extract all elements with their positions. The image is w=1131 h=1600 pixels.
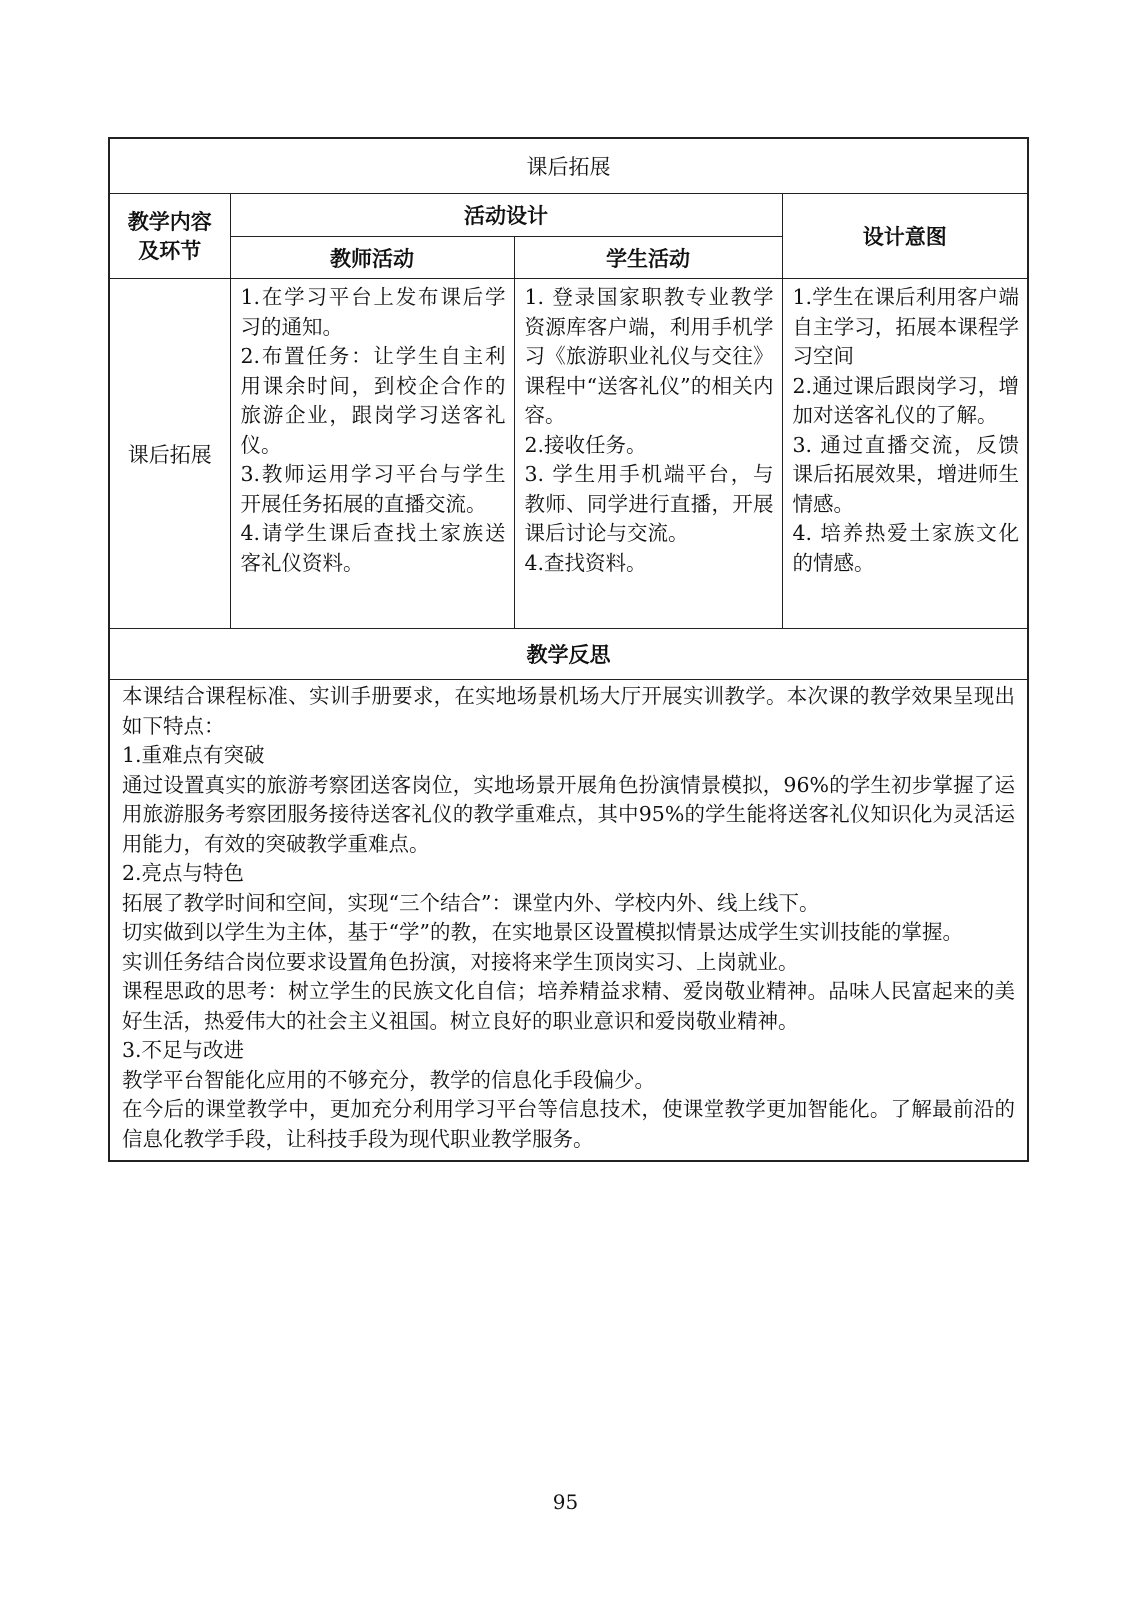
student-activity-cell (514, 279, 782, 629)
reflection-paragraph: 拓展了教学时间和空间，实现“三个结合”：课堂内外、学校内外、线上线下。 (122, 890, 820, 915)
reflection-paragraph: 切实做到以学生为主体，基于“学”的教，在实地景区设置模拟情景达成学生实训技能的掌握。 (122, 920, 963, 944)
student-line: 1. 登录国家职教专业教学资源库客户端，利用手机学习《旅游职业礼仪与交往》课程中“送客礼仪”的相关内容。 (524, 285, 774, 427)
reflection-heading: 2.亮点与特色 (122, 861, 245, 885)
teacher-line: 1.在学习平台上发布课后学习的通知。 (240, 285, 506, 339)
student-line: 2.接收任务。 (524, 432, 647, 457)
table-title: 课后拓展 (109, 138, 1028, 194)
teacher-line: 2.布置任务：让学生自主利用课余时间，到校企合作的旅游企业，跟岗学习送客礼仪。 (240, 344, 506, 457)
reflection-title: 教学反思 (109, 629, 1028, 680)
reflection-paragraph: 教学平台智能化应用的不够充分，教学的信息化手段偏少。 (122, 1067, 655, 1092)
page-number: 95 (552, 1490, 579, 1514)
reflection-paragraph: 实训任务结合岗位要求设置角色扮演，对接将来学生顶岗实习、上岗就业。 (122, 949, 799, 974)
reflection-heading: 1.重难点有突破 (122, 743, 265, 767)
reflection-paragraph: 课程思政的思考：树立学生的民族文化自信；培养精益求精、爱岗敬业精神。品味人民富起来的美好生活，热爱伟大的社会主义祖国。树立良好的职业意识和爱岗敬业精神。 (122, 979, 1015, 1033)
header-design-intent: 设计意图 (782, 194, 1028, 279)
intent-line: 3. 通过直播交流，反馈课后拓展效果，增进师生情感。 (792, 432, 1019, 516)
teacher-activity-cell (230, 279, 514, 629)
teacher-line: 3.教师运用学习平台与学生开展任务拓展的直播交流。 (240, 462, 506, 516)
header-student-activity: 学生活动 (514, 237, 782, 279)
reflection-paragraph: 在今后的课堂教学中，更加充分利用学习平台等信息技术，使课堂教学更加智能化。了解最前沿的信息化教学手段，让科技手段为现代职业教学服务。 (122, 1097, 1015, 1151)
lesson-plan-table (108, 137, 1029, 1162)
header-activity-design: 活动设计 (230, 194, 782, 237)
stage-cell: 课后拓展 (109, 279, 230, 629)
intent-line: 2.通过课后跟岗学习，增加对送客礼仪的了解。 (792, 373, 1019, 427)
reflection-paragraph: 通过设置真实的旅游考察团送客岗位，实地场景开展角色扮演情景模拟，96%的学生初步掌握了运用旅游服务考察团服务接待送客礼仪的教学重难点，其中95%的学生能将送客礼仪知识化为灵活运用能力，有效的突破教学重难点。 (122, 772, 1015, 856)
header-teacher-activity: 教师活动 (230, 237, 514, 279)
design-intent-cell (782, 279, 1028, 629)
student-line: 3. 学生用手机端平台，与教师、同学进行直播，开展课后讨论与交流。 (524, 462, 774, 545)
reflection-paragraph: 本课结合课程标准、实训手册要求，在实地场景机场大厅开展实训教学。本次课的教学效果呈现出如下特点： (122, 684, 1015, 738)
teacher-line: 4.请学生课后查找土家族送客礼仪资料。 (240, 521, 506, 575)
student-line: 4.查找资料。 (524, 550, 647, 575)
header-content-stage: 教学内容及环节 (109, 194, 230, 279)
intent-line: 1.学生在课后利用客户端自主学习，拓展本课程学习空间 (792, 285, 1019, 368)
reflection-body (109, 680, 1028, 1162)
reflection-heading: 3.不足与改进 (122, 1038, 245, 1062)
intent-line: 4. 培养热爱土家族文化的情感。 (792, 521, 1019, 575)
